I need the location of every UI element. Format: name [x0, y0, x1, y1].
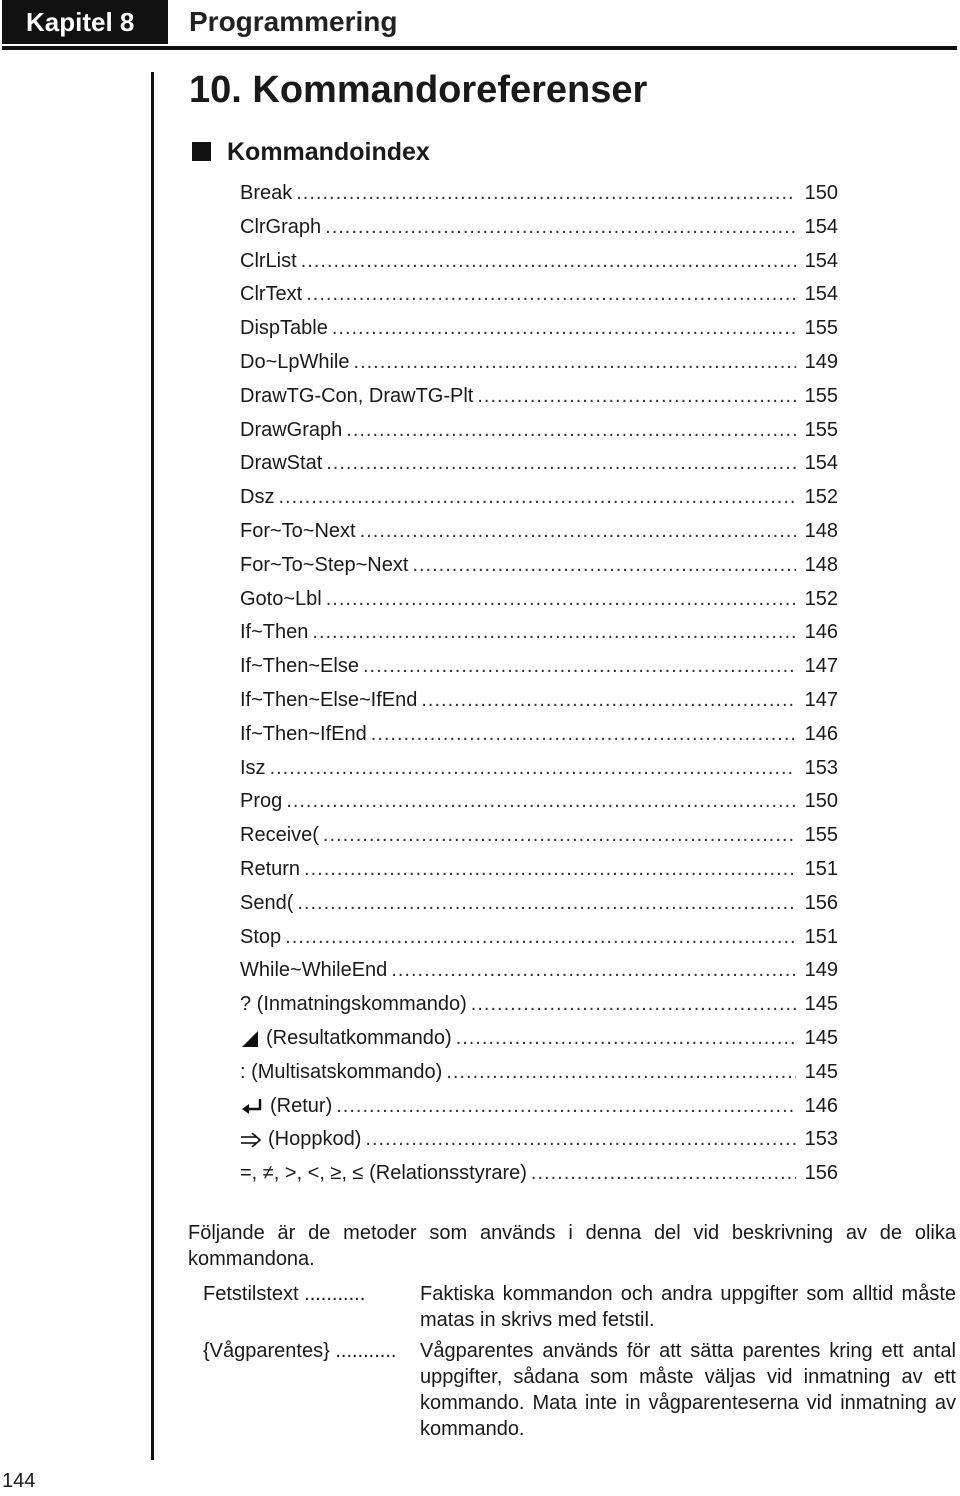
dot-leader	[312, 616, 796, 650]
dot-leader	[297, 887, 796, 921]
index-entry-page: 150	[804, 790, 838, 813]
dot-leader	[477, 380, 796, 414]
index-entry-name	[240, 785, 286, 819]
index-entry-page: 153	[804, 1128, 838, 1151]
index-entry-label: DispTable	[240, 317, 328, 340]
dot-leader	[306, 278, 796, 312]
index-entry-name	[240, 380, 477, 414]
index-entry	[240, 583, 838, 617]
index-entry-name	[240, 1157, 531, 1191]
index-entry-name	[240, 1056, 446, 1090]
chapter-header	[2, 0, 957, 50]
index-entry-label: (Hoppkod)	[268, 1128, 362, 1151]
index-entry-label: ClrGraph	[240, 215, 322, 238]
page-number: 144	[2, 1470, 36, 1492]
index-entry-name	[240, 583, 326, 617]
index-entry	[240, 278, 838, 312]
index-entry-name	[240, 616, 312, 650]
dot-leader	[391, 954, 796, 988]
index-entry	[240, 785, 838, 819]
dot-leader	[446, 1056, 796, 1090]
dot-leader	[286, 785, 796, 819]
dot-leader	[332, 312, 796, 346]
dot-leader	[371, 718, 796, 752]
index-entry	[240, 650, 838, 684]
subsection-title-text: Kommandoindex	[227, 138, 430, 166]
definition-term: {Vågparentes} ...........	[203, 1340, 397, 1362]
dot-leader	[456, 1022, 796, 1056]
margin-rule	[151, 72, 154, 1460]
index-entry-page: 147	[804, 688, 838, 711]
index-entry-label: For~To~Next	[240, 519, 356, 542]
index-entry	[240, 1022, 838, 1056]
index-entry	[240, 245, 838, 279]
index-entry-page: 149	[804, 959, 838, 982]
index-entry-name	[240, 887, 297, 921]
index-entry-page: 156	[804, 1162, 838, 1185]
index-entry-label: Dsz	[240, 486, 275, 509]
dot-leader	[346, 414, 796, 448]
index-entry-page: 153	[804, 756, 838, 779]
index-entry-label: =, ≠, >, <, ≥, ≤ (Relationsstyrare)	[240, 1162, 527, 1185]
index-entry-page: 151	[804, 925, 838, 948]
dot-leader	[326, 447, 796, 481]
index-entry-page: 154	[804, 215, 838, 238]
index-entry	[240, 1157, 838, 1191]
index-entry-page: 155	[804, 824, 838, 847]
index-entry-label: ? (Inmatningskommando)	[240, 993, 467, 1016]
subsection-title	[192, 135, 430, 169]
index-entry	[240, 988, 838, 1022]
index-entry-name	[240, 481, 278, 515]
index-entry-label: (Resultatkommando)	[266, 1026, 452, 1049]
index-entry-page: 152	[804, 486, 838, 509]
dot-leader	[365, 1123, 796, 1157]
square-bullet-icon	[192, 142, 211, 161]
index-entry	[240, 380, 838, 414]
index-entry-page: 156	[804, 891, 838, 914]
index-entry	[240, 414, 838, 448]
index-entry	[240, 1123, 838, 1157]
index-entry-name	[240, 312, 332, 346]
definition-desc: Vågparentes används för att sätta parentes kring ett antal uppgifter, sådana som måste väljas vid inmatning av ett kommando. Mata inte in vågparenteserna vid inmatning av kommando.	[420, 1340, 956, 1440]
index-entry-page: 152	[804, 587, 838, 610]
index-entry	[240, 954, 838, 988]
dot-leader	[471, 988, 796, 1022]
index-entry-page: 147	[804, 655, 838, 678]
dot-leader	[354, 346, 796, 380]
index-entry-page: 155	[804, 384, 838, 407]
index-entry-label: Prog	[240, 790, 283, 813]
index-entry-label: DrawTG-Con, DrawTG-Plt	[240, 384, 474, 407]
index-entry-label: If~Then~IfEnd	[240, 722, 367, 745]
dot-leader	[326, 583, 796, 617]
index-entry-name	[240, 853, 304, 887]
index-entry-label: If~Then~Else~IfEnd	[240, 688, 418, 711]
index-entry-name	[240, 988, 471, 1022]
index-entry-name	[240, 515, 360, 549]
index-entry	[240, 921, 838, 955]
index-entry-page: 155	[804, 418, 838, 441]
index-entry-name	[240, 549, 412, 583]
index-entry-name	[240, 684, 421, 718]
index-entry	[240, 853, 838, 887]
index-entry-name	[240, 650, 363, 684]
index-entry-name	[240, 954, 391, 988]
index-entry	[240, 752, 838, 786]
index-entry-label: Stop	[240, 925, 282, 948]
definition-bold-text	[203, 1281, 956, 1333]
index-entry-label: Send(	[240, 891, 294, 914]
index-entry-label: DrawGraph	[240, 418, 343, 441]
index-entry-label: Goto~Lbl	[240, 587, 322, 610]
return-arrow-icon	[240, 1095, 264, 1117]
index-entry-label: : (Multisatskommando)	[240, 1060, 443, 1083]
index-entry-page: 148	[804, 519, 838, 542]
index-entry-page: 145	[804, 1026, 838, 1049]
index-entry-name	[240, 752, 270, 786]
index-entry	[240, 447, 838, 481]
index-entry-page: 146	[804, 722, 838, 745]
index-entry-page: 149	[804, 350, 838, 373]
index-entry-page: 148	[804, 553, 838, 576]
dot-leader	[296, 177, 796, 211]
command-index	[240, 177, 838, 1191]
index-entry	[240, 346, 838, 380]
index-entry-name	[240, 819, 323, 853]
index-entry-name	[240, 177, 296, 211]
index-entry	[240, 887, 838, 921]
dot-leader	[336, 1090, 796, 1124]
index-entry-label: If~Then~Else	[240, 655, 359, 678]
dot-leader	[323, 819, 796, 853]
index-entry-name	[240, 245, 301, 279]
index-entry-label: Return	[240, 857, 301, 880]
index-entry	[240, 177, 838, 211]
index-entry-page: 146	[804, 621, 838, 644]
index-entry-page: 150	[804, 182, 838, 204]
index-entry	[240, 616, 838, 650]
index-entry-name	[240, 1022, 456, 1056]
index-entry-label: Do~LpWhile	[240, 350, 350, 373]
index-entry-page: 151	[804, 857, 838, 880]
dot-leader	[304, 853, 796, 887]
dot-leader	[421, 684, 796, 718]
index-entry-page: 145	[804, 993, 838, 1016]
index-entry	[240, 1090, 838, 1124]
index-entry-label: Break	[240, 182, 293, 204]
dot-leader	[270, 752, 796, 786]
index-entry-label: ClrList	[240, 249, 297, 272]
definition-braces	[203, 1338, 956, 1442]
index-entry-name	[240, 346, 354, 380]
dot-leader	[325, 211, 796, 245]
index-entry	[240, 718, 838, 752]
index-entry	[240, 1056, 838, 1090]
index-entry-name	[240, 278, 306, 312]
index-entry-name	[240, 447, 326, 481]
index-entry-name	[240, 718, 371, 752]
index-entry-name	[240, 921, 285, 955]
index-entry-page: 145	[804, 1060, 838, 1083]
definition-term: Fetstilstext ...........	[203, 1283, 366, 1305]
index-entry-name	[240, 1090, 336, 1124]
index-entry	[240, 819, 838, 853]
dot-leader	[360, 515, 796, 549]
index-entry	[240, 481, 838, 515]
index-entry-label: For~To~Step~Next	[240, 553, 409, 576]
index-entry	[240, 515, 838, 549]
index-entry	[240, 684, 838, 718]
definition-desc: Faktiska kommandon och andra uppgifter som alltid måste matas in skrivs med fetstil.	[420, 1283, 956, 1331]
index-entry-label: (Retur)	[270, 1094, 333, 1117]
dot-leader	[285, 921, 796, 955]
dot-leader	[531, 1157, 796, 1191]
dot-leader	[278, 481, 796, 515]
index-entry-label: ClrText	[240, 283, 303, 306]
dot-leader	[412, 549, 796, 583]
index-entry	[240, 549, 838, 583]
index-entry-name	[240, 1123, 365, 1157]
index-entry-label: Receive(	[240, 824, 319, 847]
index-entry-page: 146	[804, 1094, 838, 1117]
intro-paragraph: Följande är de metoder som används i denna del vid beskrivning av de olika kommandona.	[188, 1222, 956, 1270]
chapter-title: Programmering	[189, 6, 398, 37]
jump-arrow-icon	[240, 1128, 262, 1150]
index-entry-label: Isz	[240, 756, 266, 779]
index-entry-page: 154	[804, 452, 838, 475]
chapter-label: Kapitel 8	[2, 0, 168, 44]
index-entry-label: DrawStat	[240, 452, 323, 475]
display-triangle-icon	[240, 1027, 260, 1049]
index-entry-name	[240, 414, 346, 448]
dot-leader	[301, 245, 796, 279]
index-entry-page: 154	[804, 249, 838, 272]
index-entry	[240, 211, 838, 245]
index-entry-name	[240, 211, 325, 245]
index-entry-label: If~Then	[240, 621, 309, 644]
section-title: 10. Kommandoreferenser	[189, 69, 648, 111]
index-entry	[240, 312, 838, 346]
index-entry-page: 154	[804, 283, 838, 306]
dot-leader	[363, 650, 796, 684]
index-entry-label: While~WhileEnd	[240, 959, 388, 982]
index-entry-page: 155	[804, 317, 838, 340]
